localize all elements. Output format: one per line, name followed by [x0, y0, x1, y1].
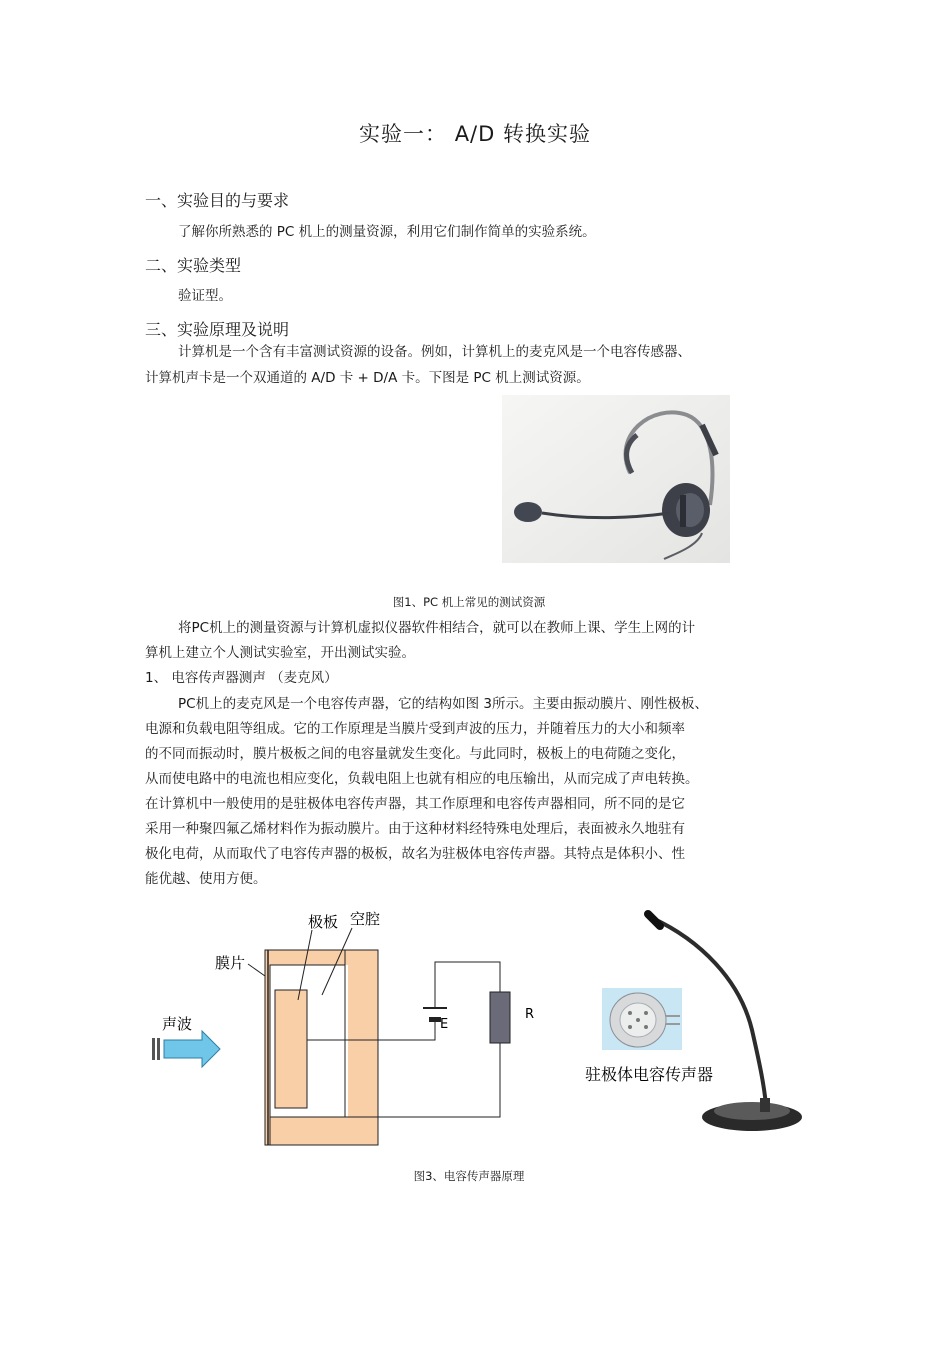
capacitive-mic-diagram — [140, 900, 820, 1155]
mic-line-7: 极化电荷，从而取代了电容传声器的极板，故名为驻极体电容传声器。其特点是体积小、性 — [145, 846, 685, 862]
integration-line-2: 算机上建立个人测试实验室，开出测试实验。 — [145, 645, 415, 661]
mic-line-5: 在计算机中一般使用的是驻极体电容传声器，其工作原理和电容传声器相同，所不同的是它 — [145, 796, 685, 812]
mic-line-1: PC机上的麦克风是一个电容传声器，它的结构如图 3所示。主要由振动膜片、刚性极板、 — [178, 696, 708, 712]
plate — [275, 990, 307, 1108]
type-text: 验证型。 — [178, 288, 232, 304]
mic-line-3: 的不同而振动时，膜片极板之间的电容量就发生变化。与此同时，极板上的电荷随之变化， — [145, 746, 685, 762]
section-heading-principle: 三、实验原理及说明 — [145, 320, 290, 339]
figure1-caption: 图1、PC 机上常见的测试资源 — [392, 595, 546, 609]
page-title: 实验一： A/D 转换实验 — [359, 122, 591, 146]
mic-line-4: 从而使电路中的电流也相应变化，负载电阻上也就有相应的电压输出，从而完成了声电转换。 — [145, 771, 699, 787]
sound-wave-arrow-icon — [152, 1031, 220, 1067]
purpose-text: 了解你所熟悉的 PC 机上的测量资源，利用它们制作简单的实验系统。 — [178, 224, 596, 240]
label-plate: 极板 — [308, 913, 339, 931]
label-battery: E — [440, 1017, 449, 1032]
headset-photo — [502, 395, 730, 563]
label-diaphragm: 膜片 — [215, 954, 246, 972]
principle-line-2: 计算机声卡是一个双通道的 A/D 卡 + D/A 卡。下图是 PC 机上测试资源。 — [145, 370, 590, 386]
mic-line-8: 能优越、使用方便。 — [145, 871, 267, 887]
figure3-caption: 图3、电容传声器原理 — [413, 1169, 525, 1183]
principle-line-1: 计算机是一个含有丰富测试资源的设备。例如，计算机上的麦克风是一个电容传感器、 — [178, 344, 691, 360]
resistor — [490, 992, 510, 1043]
integration-line-1: 将PC机上的测量资源与计算机虚拟仪器软件相结合，就可以在教师上课、学生上网的计 — [178, 620, 696, 636]
mic-line-2: 电源和负载电阻等组成。它的工作原理是当膜片受到声波的压力，并随着压力的大小和频率 — [145, 721, 685, 737]
mic-line-6: 采用一种聚四氟乙烯材料作为振动膜片。由于这种材料经特殊电处理后，表面被永久地驻有 — [145, 821, 685, 837]
electret-capsule-icon — [602, 988, 682, 1050]
section-heading-purpose: 一、实验目的与要求 — [145, 191, 290, 210]
label-sound-wave: 声波 — [162, 1015, 193, 1033]
section-heading-type: 二、实验类型 — [145, 256, 242, 275]
label-electret-mic: 驻极体电容传声器 — [585, 1065, 714, 1084]
subheading-capacitive-mic: 1、 电容传声器测声 （麦克风） — [145, 670, 338, 686]
headset-icon — [502, 395, 730, 563]
label-cavity: 空腔 — [350, 910, 381, 928]
label-resistor: R — [525, 1007, 535, 1022]
